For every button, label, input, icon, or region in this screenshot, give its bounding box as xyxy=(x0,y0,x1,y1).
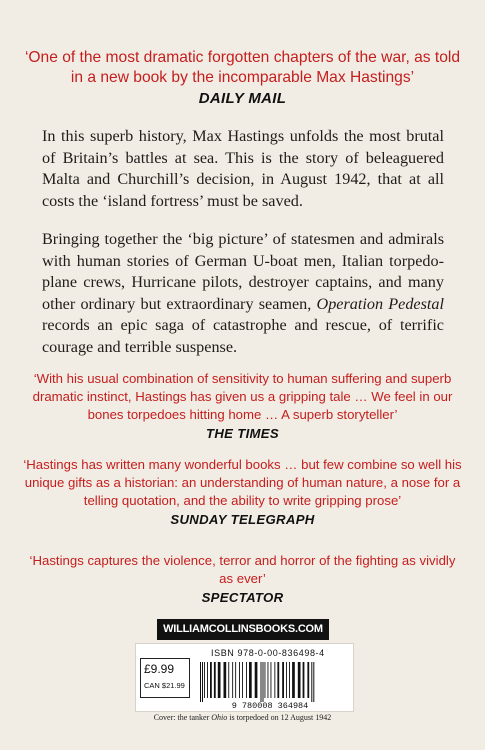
synopsis-paragraph-2 xyxy=(42,229,444,358)
barcode-bar xyxy=(232,662,233,698)
review-quote-2 xyxy=(22,456,463,529)
price-box xyxy=(140,658,190,698)
hero-quote-source: DAILY MAIL xyxy=(198,90,287,107)
synopsis-paragraph-2-after: records an epic saga of catastrophe and rescue, of terrific courage and terrible suspense. xyxy=(42,316,444,356)
barcode-bar xyxy=(313,662,314,702)
barcode-bar xyxy=(210,662,212,698)
barcode-bar xyxy=(303,662,305,698)
review-quote-3 xyxy=(22,552,463,607)
barcode-bar xyxy=(246,662,247,698)
barcode-bar xyxy=(282,662,284,698)
barcode-digits: 9 780008 364984 xyxy=(231,701,309,710)
review-quote-source: SUNDAY TELEGRAPH xyxy=(170,512,315,527)
barcode-bar xyxy=(204,662,205,698)
barcode-bar xyxy=(235,662,236,698)
review-quote-text: ‘Hastings has written many wonderful books … but few combine so well his unique gifts as a historian: an understanding of human nature, a nose for a telling quotation, and the ability to write gripping prose’ xyxy=(23,457,462,508)
isbn-label: ISBN 978-0-00-836498-4 xyxy=(211,648,325,658)
barcode-bar xyxy=(268,662,269,698)
caption-after: is torpedoed on 12 August 1942 xyxy=(227,713,332,722)
review-quote-source: SPECTATOR xyxy=(201,590,284,605)
review-quote-source: THE TIMES xyxy=(205,426,280,441)
barcode-bar xyxy=(202,662,203,702)
publisher-website-banner: WILLIAMCOLLINSBOOKS.COM xyxy=(157,619,329,640)
barcode-bar xyxy=(274,662,275,698)
barcode-bar xyxy=(255,662,258,698)
barcode-bar xyxy=(286,662,287,698)
barcode-graphic xyxy=(194,660,346,710)
price-can: CAN $21.99 xyxy=(144,681,185,690)
barcode-bar xyxy=(292,662,295,698)
barcode-bar xyxy=(271,662,272,698)
barcode-bar xyxy=(307,662,309,698)
hero-quote-block xyxy=(22,48,463,109)
barcode-bar xyxy=(228,662,229,698)
barcode-bars xyxy=(200,662,314,702)
barcode-bar xyxy=(263,662,264,702)
hero-quote-text: ‘One of the most dramatic forgotten chapters of the war, as told in a new book by the incomparable Max Hastings’ xyxy=(24,49,461,86)
price-uk: £9.99 xyxy=(144,662,175,676)
synopsis-paragraph-2-before: Bringing together the ‘big picture’ of statesmen and admirals with human stories of German U-boat men, Italian torpedo-plane crews, Hurricane pilots, destroyer captains, and many other ordinary but extraordinary seamen, xyxy=(42,230,444,313)
barcode-bar xyxy=(224,662,227,698)
barcode-bar xyxy=(214,662,216,698)
synopsis-paragraph-1-text: In this superb history, Max Hastings unfolds the most brutal of Britain’s battles at sea. This is the story of beleaguered Malta and Churchill’s decision, in August 1942, that at all costs the ‘island fortress’ must be saved. xyxy=(42,127,444,210)
book-title-italic: Operation Pedestal xyxy=(316,294,444,313)
barcode-bar xyxy=(207,662,208,698)
barcode-bar xyxy=(289,662,290,698)
barcode-bar xyxy=(242,662,243,698)
barcode-bar xyxy=(249,662,252,698)
caption-before: Cover: the tanker xyxy=(153,713,212,722)
review-quote-text: ‘Hastings captures the violence, terror and horror of the fighting as vividly as ever’ xyxy=(29,553,456,586)
barcode-bar xyxy=(311,662,312,702)
barcode-box xyxy=(135,643,354,712)
barcode-bar xyxy=(265,662,266,698)
barcode-bar xyxy=(277,662,279,698)
review-quote-text: ‘With his usual combination of sensitivity to human suffering and superb dramatic instinct, Hastings has given us a gripping tale … We feel in our bones torpedoes hitting home … A superb storyteller’ xyxy=(32,371,453,422)
barcode-bar xyxy=(218,662,221,698)
barcode-bar xyxy=(298,662,301,698)
review-quote-1 xyxy=(22,370,463,443)
barcode-bar xyxy=(261,662,262,702)
synopsis-paragraph-1 xyxy=(42,126,444,212)
barcode-bar xyxy=(239,662,240,698)
caption-ship-name: Ohio xyxy=(211,713,228,722)
cover-caption xyxy=(0,713,485,722)
barcode-bar xyxy=(200,662,201,702)
